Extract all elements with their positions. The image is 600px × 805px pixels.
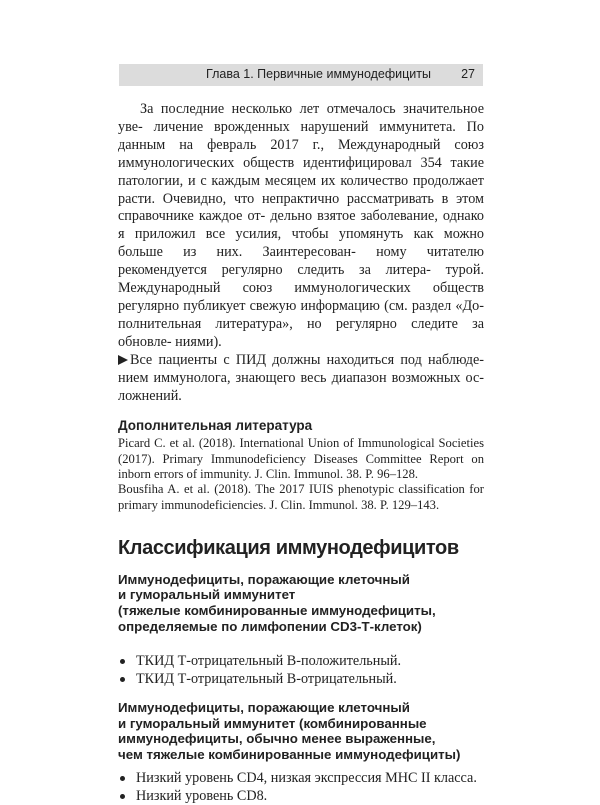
heading-line: (тяжелые комбинированные иммунодефициты, (118, 603, 436, 619)
heading-line: Иммунодефициты, поражающие клеточный (118, 571, 410, 587)
page-content (118, 101, 484, 805)
list-item-text: Низкий уровень CD4, низкая экспрессия МНС II класса. (136, 769, 477, 786)
intro-paragraph (118, 101, 484, 352)
chapter-title: Глава 1. Первичные иммунодефициты (206, 67, 431, 81)
group-heading (118, 700, 484, 762)
text-line: За последние несколько лет отмечалось значительное уве- (118, 101, 484, 135)
list-item (118, 670, 484, 688)
bullet-list (118, 652, 484, 688)
section-title: Классификация иммунодефицитов (118, 536, 459, 559)
list-item (118, 787, 484, 805)
heading-line: Иммунодефициты, поражающие клеточный (118, 700, 410, 716)
list-item-text: Низкий уровень CD8. (136, 787, 268, 804)
reference-line: (2017). Primary Immunodeficiency Diseases Committee Report on (118, 451, 484, 466)
reference-line: inborn errors of immunity. J. Clin. Immunol. 38. P. 96–128. (118, 467, 419, 481)
further-reading-heading: Дополнительная литература (118, 418, 313, 434)
text-line: ложнений. (118, 387, 182, 404)
text-line: чтобы упомянуть как можно больше из них. Заинтересован- (118, 226, 485, 261)
reference-line: Picard C. et al. (2018). International Union of Immunological Societies (118, 436, 484, 451)
heading-line: иммунодефициты, обычно менее выраженные, (118, 731, 436, 747)
bullet-list (118, 769, 484, 805)
text-line: полнительная литература», но регулярно следите за обновле- (118, 315, 484, 350)
list-item-text: ТКИД Т-отрицательный В-положительный. (136, 653, 402, 670)
group-heading (118, 572, 484, 634)
list-item (118, 769, 484, 787)
text-line: турой. Международный союз иммунологических обществ (118, 262, 485, 297)
text-line: регулярно публикует свежую информацию (см. раздел «До- (118, 297, 484, 314)
running-header (119, 64, 483, 86)
text-line: непрактично рассматривать в этом справочнике каждое от- (118, 190, 484, 225)
heading-line: определяемые по лимфопении CD3-Т-клеток) (118, 618, 422, 634)
text-line: месяцем их количество продолжает расти. Очевидно, что (118, 172, 485, 207)
triangle-marker-icon (118, 355, 128, 365)
text-line: дельно взятое заболевание, однако я приложил все усилия, (118, 208, 484, 243)
text-line: обществ идентифицировал 354 такие патологии, и с каждым (118, 154, 484, 189)
page-number: 27 (461, 67, 475, 81)
reference-item (118, 482, 484, 513)
text-line: ному читателю рекомендуется регулярно следить за литера- (118, 244, 484, 279)
text-line: личение врожденных нарушений иммунитета. По данным (118, 118, 485, 153)
reference-line: Bousfiha A. et al. (2018). The 2017 IUIS phenotypic classification for (118, 482, 484, 497)
bullet-icon (120, 776, 125, 781)
list-item-text: ТКИД Т-отрицательный В-отрицательный. (136, 671, 397, 688)
text-line: нием иммунолога, знающего весь диапазон возможных ос- (118, 369, 484, 386)
bullet-icon (120, 794, 125, 799)
reference-item (118, 436, 484, 482)
heading-line: и гуморальный иммунитет (118, 587, 296, 603)
key-point-paragraph (118, 352, 484, 406)
text-line: Все пациенты с ПИД должны находиться под наблюде- (130, 351, 484, 368)
text-line: на февраль 2017 г., Международный союз иммунологических (118, 136, 484, 171)
reference-line: primary immunodeficiencies. J. Clin. Immunol. 38. P. 129–143. (118, 497, 440, 512)
heading-line: чем тяжелые комбинированные иммунодефициты) (118, 747, 461, 763)
text-line: ниями). (175, 333, 222, 350)
bullet-icon (120, 677, 125, 682)
heading-line: и гуморальный иммунитет (комбинированные (118, 715, 427, 731)
list-item (118, 652, 484, 670)
bullet-icon (120, 659, 125, 664)
